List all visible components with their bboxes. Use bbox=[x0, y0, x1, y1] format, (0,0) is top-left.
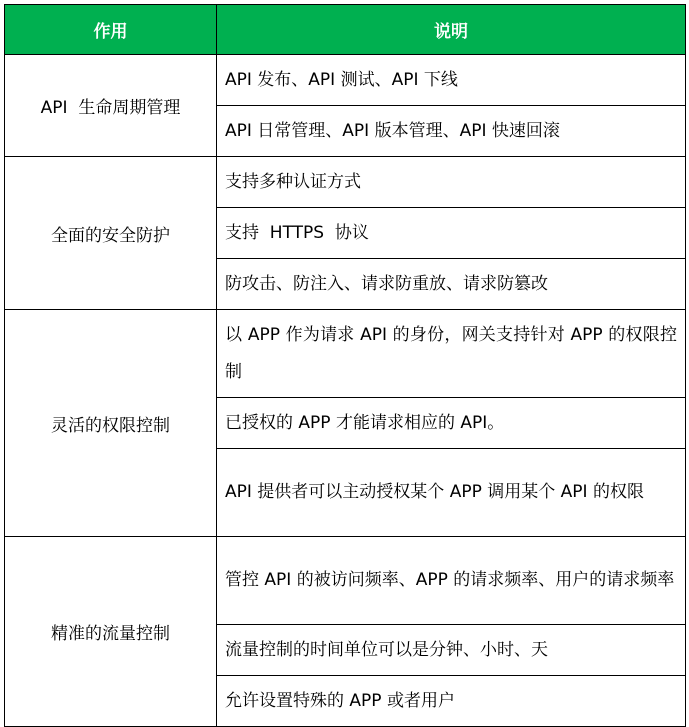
category-cell: 灵活的权限控制 bbox=[5, 310, 217, 537]
header-cell-description: 说明 bbox=[217, 5, 686, 55]
description-cell: 以 APP 作为请求 API 的身份，网关支持针对 APP 的权限控制 bbox=[217, 310, 686, 398]
description-cell: 流量控制的时间单位可以是分钟、小时、天 bbox=[217, 625, 686, 676]
table-row bbox=[5, 310, 686, 398]
description-cell: 已授权的 APP 才能请求相应的 API。 bbox=[217, 398, 686, 449]
description-cell: 允许设置特殊的 APP 或者用户 bbox=[217, 676, 686, 727]
table-header bbox=[5, 5, 686, 55]
description-cell: 支持多种认证方式 bbox=[217, 157, 686, 208]
category-cell: 全面的安全防护 bbox=[5, 157, 217, 310]
description-cell: 管控 API 的被访问频率、APP 的请求频率、用户的请求频率 bbox=[217, 537, 686, 625]
description-cell: API 提供者可以主动授权某个 APP 调用某个 API 的权限 bbox=[217, 449, 686, 537]
header-cell-function: 作用 bbox=[5, 5, 217, 55]
description-cell: 支持 HTTPS 协议 bbox=[217, 208, 686, 259]
table-row bbox=[5, 157, 686, 208]
header-row bbox=[5, 5, 686, 55]
table-row bbox=[5, 55, 686, 106]
category-cell: 精准的流量控制 bbox=[5, 537, 217, 727]
description-cell: API 日常管理、API 版本管理、API 快速回滚 bbox=[217, 106, 686, 157]
table-body bbox=[5, 55, 686, 727]
category-cell: API 生命周期管理 bbox=[5, 55, 217, 157]
feature-table bbox=[4, 4, 686, 727]
table-row bbox=[5, 537, 686, 625]
description-cell: API 发布、API 测试、API 下线 bbox=[217, 55, 686, 106]
description-cell: 防攻击、防注入、请求防重放、请求防篡改 bbox=[217, 259, 686, 310]
